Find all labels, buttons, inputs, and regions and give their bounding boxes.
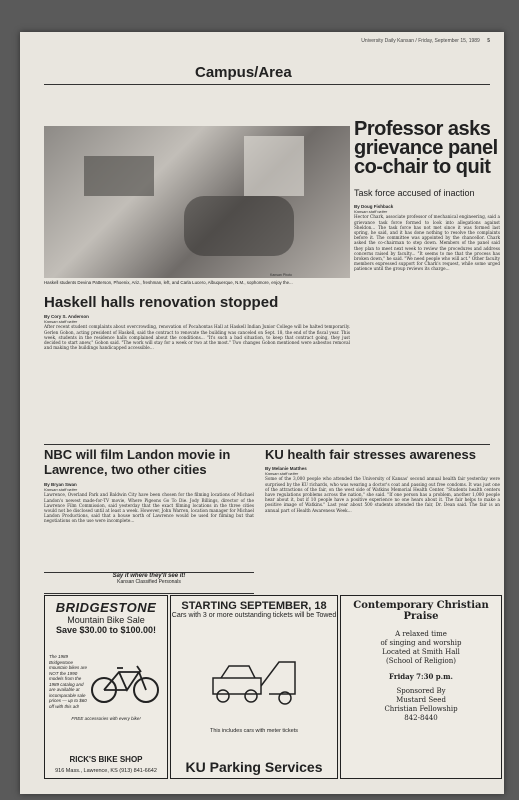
parking-note: This includes cars with meter tickets: [209, 728, 299, 734]
photo-credit: Kansan Photo: [270, 273, 292, 277]
photo-shadow: [84, 156, 154, 196]
bridgestone-offer: Save $30.00 to $100.00!: [55, 625, 157, 635]
dorm-photo: [44, 126, 350, 278]
praise-line: Located at Smith Hall: [382, 648, 460, 656]
tow-truck-icon: [209, 650, 299, 710]
praise-title: Contemporary Christian Praise: [353, 600, 489, 622]
praise-line: Sponsored By: [396, 687, 446, 695]
section-title: Campus/Area: [195, 64, 292, 81]
praise-ad: [340, 595, 502, 779]
haskell-story: [44, 314, 350, 444]
praise-line: Mustard Seed: [396, 696, 446, 704]
ku-story: [265, 466, 500, 590]
praise-line: Christian Fellowship: [384, 705, 458, 713]
bridgestone-brand: BRIDGESTONE: [55, 600, 157, 615]
grievance-story: [354, 204, 500, 444]
parking-headline: STARTING SEPTEMBER, 18: [181, 600, 327, 612]
parking-ad: [170, 595, 338, 779]
grievance-deck: Task force accused of inaction: [354, 188, 475, 198]
bridgestone-accessories: FREE accessories with every bike!: [71, 716, 141, 721]
praise-line: 842-8440: [404, 714, 438, 722]
praise-line: A relaxed time: [395, 630, 447, 638]
haskell-byline: By Cory S. Anderson: [44, 314, 89, 319]
page-number: 5: [487, 38, 490, 44]
ku-byline: By Melanie Matthes: [265, 466, 307, 471]
story-divider: [44, 444, 490, 445]
classified-line1: Say it where they'll see it!: [112, 573, 186, 579]
praise-line: Friday 7:30 p.m.: [389, 672, 453, 681]
haskell-headline: Haskell halls renovation stopped: [44, 294, 279, 311]
bike-shop-name: RICK'S BIKE SHOP: [69, 755, 143, 764]
grievance-byline-title: Kansan staff writer: [354, 209, 388, 215]
grievance-body: Hector Chark, associate professor of mechanical engineering, said a grievance task force formed to look into allegations against Sheldon... The task force has not met since it was formed last spring, he said, and it has done nothing to resolve the complaints before it. The committee was appointed by the chancellor. Chark asked the co-chairman to step down. Members of the panel said they plan to meet next week to review the procedures and address concerns raised by faculty... "It seems to me that the process has broken down," he said. "We need people who will act." Other faculty members expressed support for Chark's request, while some urged patience until the group reviews its charge...: [354, 214, 500, 272]
masthead-line: [44, 38, 490, 44]
nbc-byline: By Bryan Swan: [44, 482, 77, 487]
ku-body: Some of the 3,000 people who attended the University of Kansas' second annual health fair yesterday were surprised by the KU richards, who was wearing a doctor's coat and passing out free condoms. It was just one of the attractions of the fair, on the west side of Watkins Memorial Health Center. "Students health centers have regulations problems across the nation," she said. "If one person has a problem, another 1,000 people hear about it, but if 10 people have a positive experience no one hears about it. The fair helps to make a positive image of Watkins." Last year about 500 students attended the fair, Dr. Dean said. The fair is an annual part of Health Awareness Week...: [265, 476, 500, 513]
bike-shop-address: 916 Mass., Lawrence, KS (913) 841-6642: [55, 768, 157, 774]
grievance-byline: By Doug Fishback: [354, 204, 394, 209]
masthead: University Daily Kansan / Friday, September 15, 1989: [361, 38, 480, 44]
ku-byline-title: Kansan staff writer: [265, 471, 299, 477]
photo-figure: [184, 196, 294, 256]
classified-promo: [44, 572, 254, 594]
bridgestone-title: Mountain Bike Sale: [67, 615, 145, 625]
praise-line: (School of Religion): [386, 657, 456, 665]
classified-line2: Kansan Classified Personals: [117, 579, 181, 585]
photo-window: [244, 136, 304, 196]
parking-subhead: Cars with 3 or more outstanding tickets will be Towed: [171, 612, 337, 619]
bridgestone-ad: [44, 595, 168, 779]
photo-caption: Haskell students Devina Patterson, Phoenix, Ariz., freshman, left, and Carla Lucero, Albuquerque, N.M., sophomore, enjoy the...: [44, 280, 293, 285]
nbc-headline: NBC will film Landon movie in Lawrence, two other cities: [44, 447, 231, 477]
bridgestone-details: The 1989 Bridgestone mountain bikes are NOT the 1990 models from the 1989 catalog and are available at incomparable sale prices — up to $60 off with this ad!: [49, 654, 88, 709]
nbc-body: Lawrence, Overland Park and Baldwin City have been chosen for the filming locations of Michael Landon's newest made-for-TV movie, Where Pigeons Go To Die. Jody Billings, director of the Lawrence Film Commission, said yesterday that the exact filming locations in the three cities would not be disclosed until at least a week. However, John Warren, location manager for Michael Landon Productions, said that a house north of Lawrence would be used for filming but that negotiations on the use were incomplete...: [44, 492, 254, 524]
newspaper-page: [20, 32, 504, 794]
praise-line: of singing and worship: [380, 639, 462, 647]
nbc-byline-title: Kansan staff writer: [44, 487, 78, 493]
section-rule: [44, 84, 490, 85]
haskell-byline-title: Kansan staff writer: [44, 319, 78, 325]
haskell-body: After recent student complaints about overcrowding, renovation of Pocahontas Hall at Haskell Indian Junior College will be halted temporarily. Gerlen Gobon, acting president of Haskell, said the contract to renovate the building was canceled on Sept. 18, the end of the fiscal year. This week, students in the residence halls complained about the conditions... "It's such a bad situation, to keep that contract going, they just decided to start anew," Gobon said. "The work will stay for a week or two at the most." Two changes Gobon mentioned were asbestos removal and making the buildings handicapped accessible...: [44, 324, 350, 351]
nbc-story: [44, 482, 254, 570]
grievance-headline: Professor asks grievance panel co-chair to quit: [354, 118, 498, 178]
ku-headline: KU health fair stresses awareness: [265, 447, 476, 462]
bicycle-icon: [89, 658, 161, 704]
parking-services-name: KU Parking Services: [185, 759, 323, 775]
